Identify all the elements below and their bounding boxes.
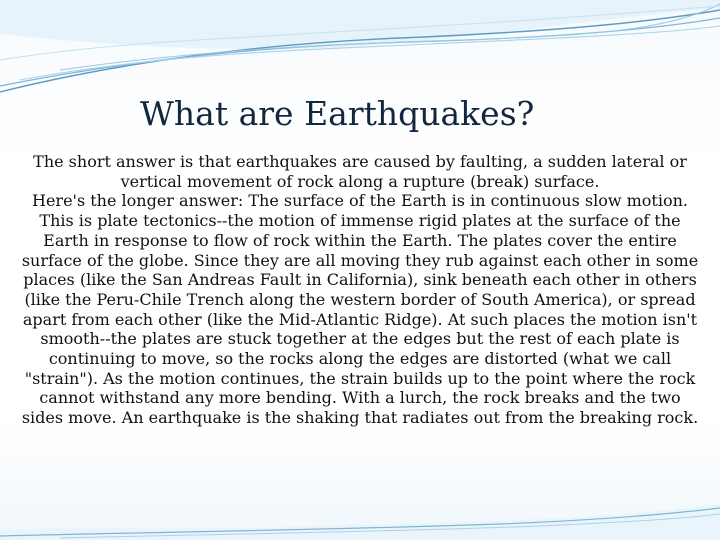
slide-body xyxy=(20,152,700,428)
top-wave-line-4 xyxy=(60,4,720,70)
top-wave-line-2 xyxy=(0,18,720,86)
slide-title: What are Earthquakes? xyxy=(140,94,535,133)
top-wave-line-5 xyxy=(0,6,720,60)
bottom-wave-fill xyxy=(0,504,720,540)
bottom-wave-line-2 xyxy=(60,514,720,538)
top-wave-fill xyxy=(0,0,720,49)
top-wave-line-1 xyxy=(0,10,720,92)
top-wave-line-3 xyxy=(20,26,720,80)
bottom-wave-line-1 xyxy=(0,508,720,536)
long-answer-paragraph: Here's the longer answer: The surface of the Earth is in continuous slow motion. This is plate tectonics--the motion of immense rigid plates at the surface of the Earth in response to flow of rock within the Earth. The plates cover the entire surface of the globe. Since they are all moving they rub against each other in some places (like the San Andreas Fault in California), sink beneath each other in others (like the Peru-Chile Trench along the western border of South America), or spread apart from each other (like the Mid-Atlantic Ridge). At such places the motion isn't smooth--the plates are stuck together at the edges but the rest of each plate is continuing to move, so the rocks along the edges are distorted (what we call "strain"). As the motion continues, the strain builds up to the point where the rock cannot withstand any more bending. With a lurch, the rock breaks and the two sides move. An earthquake is the shaking that radiates out from the breaking rock. xyxy=(21,191,699,428)
short-answer-paragraph: The short answer is that earthquakes are caused by faulting, a sudden lateral or vertical movement of rock along a rupture (break) surface. xyxy=(33,152,687,191)
